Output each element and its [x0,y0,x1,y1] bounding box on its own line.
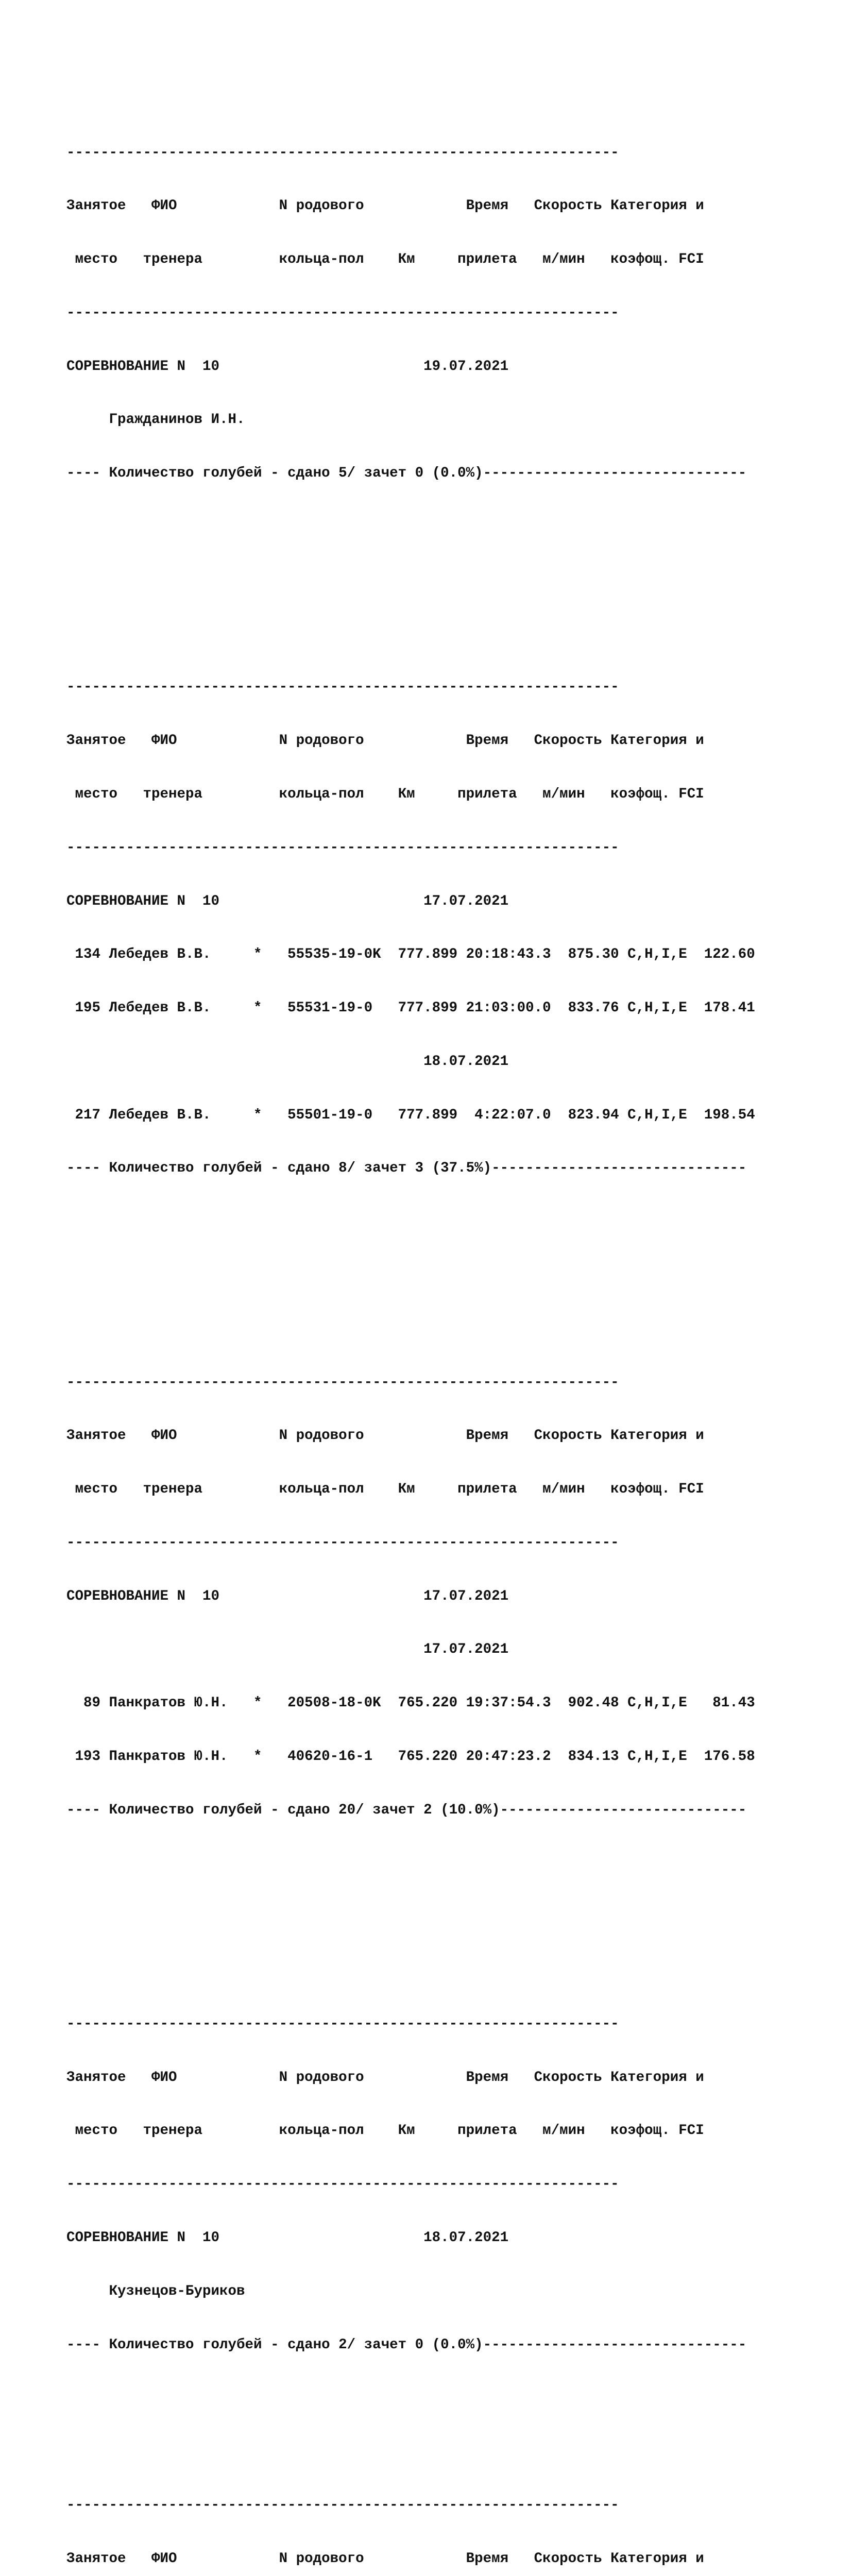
club-section-2 [66,643,839,1267]
header-rule-bottom: ----------------------------------------------------------------- [66,304,619,321]
header-rule-top: ----------------------------------------------------------------- [66,144,619,161]
column-header-line-1: Занятое ФИО N родового Время Скорость Категория и [66,1428,704,1444]
date-line: 18.07.2021 [66,1053,509,1070]
summary-line: ---- Количество голубей - сдано 5/ зачет 0 (0.0%)------------------------------- [66,465,747,482]
header-rule-top: ----------------------------------------------------------------- [66,2497,619,2513]
column-header-line-1: Занятое ФИО N родового Время Скорость Категория и [66,198,704,214]
summary-line: ---- Количество голубей - сдано 2/ зачет 0 (0.0%)------------------------------- [66,2336,747,2353]
result-row: 134 Лебедев В.В. * 55535-19-0K 777.899 20:18:43.3 875.30 C,H,I,E 122.60 [66,946,755,963]
spacer [66,1213,839,1231]
header-rule-top: ----------------------------------------------------------------- [66,1374,619,1391]
header-rule-top: ----------------------------------------------------------------- [66,679,619,696]
club-section-4 [66,1980,839,2390]
competition-line: СОРЕВНОВАНИЕ N 10 18.07.2021 [66,2230,509,2246]
header-rule-top: ----------------------------------------------------------------- [66,2015,619,2032]
header-rule-bottom: ----------------------------------------------------------------- [66,2176,619,2193]
club-section-3 [66,1338,839,1908]
results-document [66,37,839,2576]
club-section-5 [66,2461,839,2576]
column-header-line-1: Занятое ФИО N родового Время Скорость Категория и [66,2069,704,2086]
trainer-name-line: Гражданинов И.Н. [66,412,245,428]
column-header-line-2: место тренера кольца-пол Км прилета м/мин коэфощ. FCI [66,251,704,268]
trainer-name-line: Кузнецов-Буриков [66,2283,245,2299]
result-row: 193 Панкратов Ю.Н. * 40620-16-1 765.220 20:47:23.2 834.13 C,H,I,E 176.58 [66,1749,755,1765]
column-header-line-1: Занятое ФИО N родового Время Скорость Категория и [66,733,704,749]
date-line: 17.07.2021 [66,1641,509,1658]
result-row: 195 Лебедев В.В. * 55531-19-0 777.899 21:03:00.0 833.76 C,H,I,E 178.41 [66,1000,755,1016]
spacer [66,1855,839,1873]
summary-line: ---- Количество голубей - сдано 8/ зачет 3 (37.5%)------------------------------ [66,1160,747,1177]
competition-line: СОРЕВНОВАНИЕ N 10 19.07.2021 [66,358,509,375]
column-header-line-2: место тренера кольца-пол Км прилета м/мин коэфощ. FCI [66,786,704,802]
header-rule-bottom: ----------------------------------------------------------------- [66,1534,619,1551]
header-rule-bottom: ----------------------------------------------------------------- [66,839,619,856]
competition-line: СОРЕВНОВАНИЕ N 10 17.07.2021 [66,1588,509,1604]
result-row: 217 Лебедев В.В. * 55501-19-0 777.899 4:22:07.0 823.94 C,H,I,E 198.54 [66,1107,755,1123]
spacer [66,518,839,536]
column-header-line-2: место тренера кольца-пол Км прилета м/мин коэфощ. FCI [66,2123,704,2139]
result-row: 89 Панкратов Ю.Н. * 20508-18-0K 765.220 19:37:54.3 902.48 C,H,I,E 81.43 [66,1695,755,1711]
summary-line: ---- Количество голубей - сдано 20/ зачет 2 (10.0%)----------------------------- [66,1802,747,1818]
column-header-line-1: Занятое ФИО N родового Время Скорость Категория и [66,2550,704,2567]
competition-line: СОРЕВНОВАНИЕ N 10 17.07.2021 [66,893,509,909]
column-header-line-2: место тренера кольца-пол Км прилета м/мин коэфощ. FCI [66,1481,704,1498]
club-section-1 [66,108,839,571]
